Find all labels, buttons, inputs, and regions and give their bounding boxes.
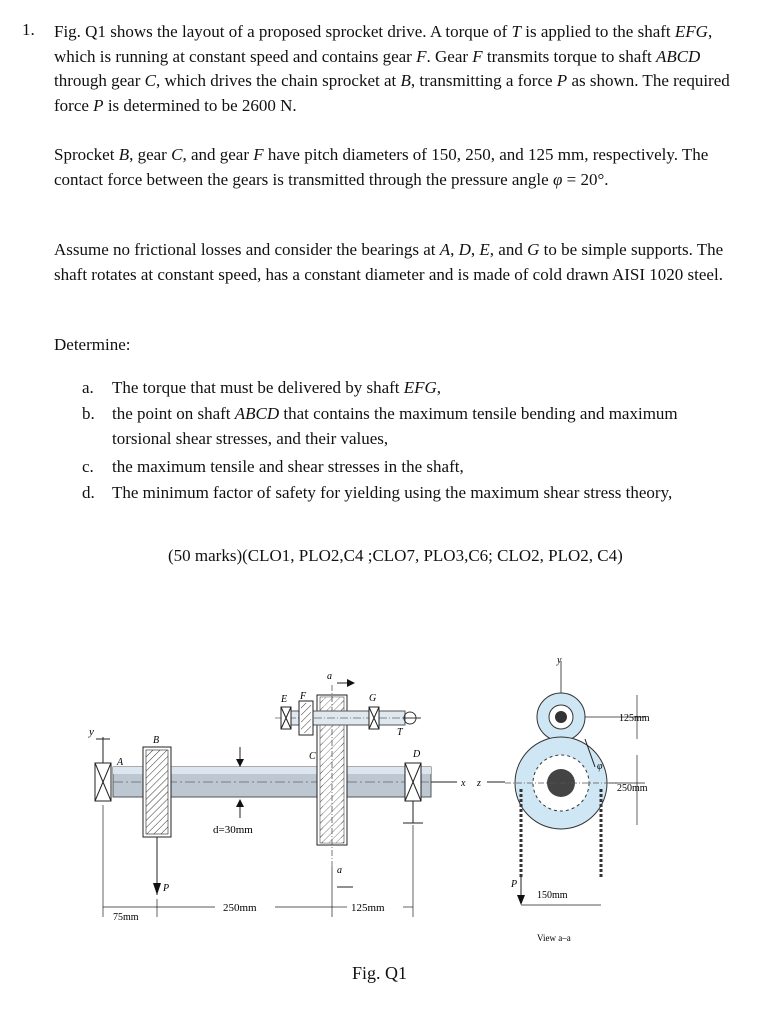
dim-250mm-right: 250mm [617,783,648,794]
gear-f [299,701,313,735]
item-text: The torque that must be delivered by shaft EFG, [112,378,442,397]
item-text: the point on shaft ABCD that contains the maximum tensile bending and maximum torsional shear stresses, and their values, [112,404,678,448]
label-y: y [89,726,94,738]
bearing-d [403,763,423,823]
label-g-point: G [369,693,377,704]
item-label: b. [82,404,95,423]
label-a-point: A [117,757,124,768]
dim-250mm: 250mm [223,902,257,914]
item-label: d. [82,483,95,502]
label-force-p-right: P [511,879,518,890]
dim-75mm: 75mm [113,912,139,923]
view-label: View a–a [537,933,571,943]
question-paragraph-1: Fig. Q1 shows the layout of a proposed sprocket drive. A torque of T is applied to the shaft EFG, which is running at constant speed and contains gear F. Gear F transmits torque to shaft ABCD through gear C, which drives the chain sprocket at B, transmitting a force P as shown. The required force P is determined to be 2600 N. [54,22,730,115]
label-e-point: E [281,694,288,705]
shaft-efg [275,707,421,729]
bearing-a [95,737,111,801]
item-text: the maximum tensile and shear stresses in the shaft, [112,457,464,476]
item-label: a. [82,378,94,397]
label-y-view: y [557,655,562,666]
sprocket-drive-figure [85,655,695,955]
question-number: 1. [22,20,35,39]
question-paragraph-2: Sprocket B, gear C, and gear F have pitch diameters of 150, 250, and 125 mm, respectively. The contact force between the gears is transmitted through the pressure angle φ = 20°. [54,145,709,189]
question-paragraph-3: Assume no frictional losses and consider the bearings at A, D, E, and G to be simple supports. The shaft rotates at constant speed, has a constant diameter and is made of cold drawn AISI 1020 steel. [54,240,724,284]
determine-label: Determine: [54,335,131,354]
label-c-point: C [309,751,316,762]
item-label: c. [82,457,94,476]
label-torque-t: T [397,727,403,738]
label-d-point: D [413,749,421,760]
dim-125mm: 125mm [351,902,385,914]
marks-allocation: (50 marks)(CLO1, PLO2,C4 ;CLO7, PLO3,C6; CLO2, PLO2, C4) [168,546,623,565]
dim-125mm-right: 125mm [619,713,650,724]
dim-150mm: 150mm [537,890,568,901]
label-f-point: F [300,691,307,702]
dim-diameter: d=30mm [213,824,253,836]
item-text: The minimum factor of safety for yielding using the maximum shear stress theory, [112,483,673,502]
label-x-axis: x [461,778,466,789]
label-phi: φ [597,761,603,772]
view-gear-f [537,693,585,741]
label-b-point: B [153,735,160,746]
sprocket-b [143,747,171,895]
label-z-axis: z [477,778,481,789]
label-force-p-left: P [163,883,170,894]
label-section-a-bottom: a [337,865,342,876]
figure-caption: Fig. Q1 [352,963,408,983]
label-section-a-top: a [327,671,332,682]
